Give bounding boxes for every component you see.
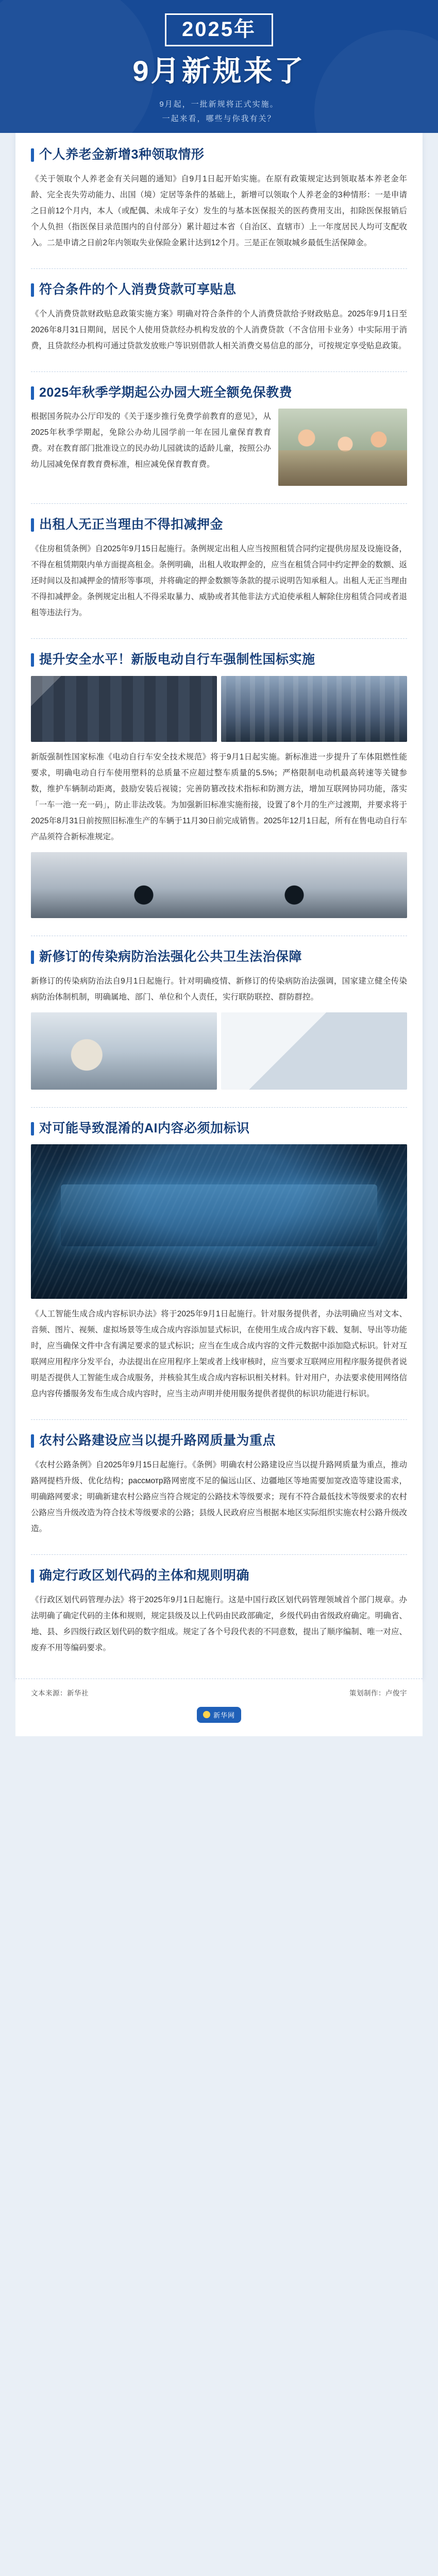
heading-accent-bar: [31, 1434, 34, 1448]
section-paragraph: 《人工智能生成合成内容标识办法》将于2025年9月1日起施行。针对服务提供者，办法明确应当对文本、音频、图片、视频、虚拟场景等生成合成内容添加显式标识，在使用生成合成内容下载、复制、导出等功能时，应当确保文件中含有满足要求的显式标识；应当在生成合成内容的文件元数据中添加隐式标识。针对互联网应用程序分发平台，办法提出在应用程序上架或者上线审核时，应当要求互联网应用程序服务提供者说明是否提供人工智能生成合成服务，并核验其生成合成内容标识相关材料。针对用户，办法要求使用网络信息内容传播服务发布生成合成内容时，应当主动声明并使用服务提供者提供的标识功能进行标识。: [31, 1310, 407, 1399]
section-heading: [31, 281, 407, 299]
public-health-photo: [31, 1012, 217, 1090]
section-divider: [31, 268, 407, 269]
heading-accent-bar: [31, 951, 34, 964]
health-law-document-photo: [221, 1012, 407, 1090]
ebike-photo-row: [31, 676, 407, 742]
page-subtitle: [0, 98, 438, 124]
section-title: 新修订的传染病防治法强化公共卫生法治保障: [39, 949, 302, 964]
section-ebike-standard: [31, 651, 407, 918]
heading-accent-bar: [31, 386, 34, 400]
article-body: [15, 133, 423, 1679]
section-consumer-loan-subsidy: [31, 281, 407, 354]
section-title: 农村公路建设应当以提升路网质量为重点: [39, 1433, 276, 1448]
section-heading: [31, 384, 407, 402]
section-title: 对可能导致混淆的AI内容必须加标识: [39, 1121, 250, 1136]
ebike-photo-row-2: [31, 852, 407, 918]
section-paragraph: 新修订的传染病防治法自9月1日起施行。针对明确疫情、新修订的传染病防治法强调，国家建立健全传染病防治体制机制，明确属地、部门、单位和个人责任，实行联防联控、群防群控。: [31, 976, 407, 1002]
ai-technology-photo: [31, 1144, 407, 1299]
section-heading: [31, 651, 407, 669]
section-divider: [31, 1107, 407, 1108]
ebike-showroom-photo: [31, 676, 217, 742]
page-footer: [15, 1679, 423, 1736]
section-paragraph: 新版强制性国家标准《电动自行车安全技术规范》将于9月1日起实施。新标准进一步提升了车体阻燃性能要求，明确电动自行车使用塑料的总质量不应超过整车质量的5.5%；严格限制电动机最高转速等关键参数，维护车辆制动距离，鼓励安装后视镜；完善防篡改技术指标和防测方法，增加互联网协同功能，落实「一车一池一充一码」，防止非法改装。为加强新旧标准实施衔接，设置了8个月的生产过渡期，并要求将于2025年8月31日前按照旧标准生产的车辆于11月30日前完成销售。2025年12月1日起，所有在售电动自行车产品须符合新标准规定。: [31, 752, 407, 841]
credits-row: [31, 1687, 407, 1698]
producer-label: 策划制作：: [349, 1689, 385, 1697]
page-header: [0, 0, 438, 133]
heading-accent-bar: [31, 148, 34, 162]
subtitle-line-2: 一起来看，哪些与你我有关？: [162, 114, 276, 124]
section-title: 确定行政区划代码的主体和规则明确: [39, 1568, 250, 1583]
year-text: 2025年: [182, 18, 256, 41]
source-credit: [31, 1687, 89, 1698]
ai-photo-row: [31, 1144, 407, 1299]
section-heading: [31, 146, 407, 164]
ebike-parts-photo: [31, 852, 407, 918]
section-divider: [31, 1419, 407, 1420]
section-title: 个人养老金新增3种领取情形: [39, 147, 205, 162]
heading-accent-bar: [31, 1122, 34, 1136]
source-label: 文本来源：: [31, 1689, 67, 1697]
logo-text: 新华网: [213, 1711, 235, 1719]
section-divider: [31, 503, 407, 504]
section-paragraph: 《住房租赁条例》自2025年9月15日起施行。条例规定出租人应当按照租赁合同约定提供房屋及设施设备，不得在租赁期限内单方面提高租金。条例明确，出租人收取押金的，应当在租赁合同中约定押金的数额、返还时间以及扣减押金的情形等事项，并将确定的押金数额等条款的提示说明告知承租人。出租人无正当理由不得扣减押金。条例规定出租人不得采取暴力、威胁或者其他非法方式迫使承租人解除住房租赁合同或者退租等违法行为。: [31, 545, 407, 618]
section-infectious-disease-law: [31, 948, 407, 1090]
heading-accent-bar: [31, 518, 34, 532]
section-paragraph: 《农村公路条例》自2025年9月15日起施行。《条例》明确农村公路建设应当以提升路网质量为重点，推动路网提档升级、优化结构；рассмотр路网密度不足的偏远山区、边疆地区等地需要加宽改造等建设需求，明确路网要求；明确新建农村公路应当符合规定的公路技术等级要求；现有不符合最低技术等级要求的农村公路应当升级改造为符合技术等级要求的公路；县级人民政府应当根据本地区实际组织实施农村公路升级改造。: [31, 1461, 407, 1534]
section-heading: [31, 1432, 407, 1450]
section-title: 符合条件的个人消费贷款可享贴息: [39, 282, 237, 297]
section-rural-road: [31, 1432, 407, 1537]
section-title: 2025年秋季学期起公办园大班全额免保教费: [39, 385, 293, 400]
section-free-preschool: [31, 384, 407, 486]
heading-accent-bar: [31, 283, 34, 297]
section-paragraph: 《个人消费贷款财政贴息政策实施方案》明确对符合条件的个人消费贷款给予财政贴息。2025年9月1日至2026年8月31日期间，居民个人使用贷款经办机构发放的个人消费贷款（不含信用卡业务）中实际用于消费，且贷款经办机构可通过贷款发放账户等识别借款人相关消费交易信息的部分，可按规定享受贴息政策。: [31, 309, 407, 350]
section-title: 提升安全水平！新版电动自行车强制性国标实施: [39, 652, 315, 667]
heading-accent-bar: [31, 653, 34, 667]
section-pension: [31, 146, 407, 251]
section-rental-deposit: [31, 516, 407, 621]
section-divider: [31, 371, 407, 372]
heading-accent-bar: [31, 1569, 34, 1583]
source-value: 新华社: [67, 1689, 89, 1697]
section-heading: [31, 948, 407, 966]
section-paragraph: 《关于领取个人养老金有关问题的通知》自9月1日起开始实施。在原有政策规定达到领取基本养老金年龄、完全丧失劳动能力、出国（境）定居等条件的基础上，新增可以领取个人养老金的3种情形：一是申请之日前12个月内，本人（或配偶、未成年子女）发生的与基本医保报关的医药费用支出，扣除医保报销后个人负担（指医保目录范围内的自付部分）累计超过本省（自治区、直辖市）上一年度居民人均可支配收入。二是申请之日前2年内领取失业保险金累计达到12个月。三是正在领取城乡最低生活保障金。: [31, 174, 407, 247]
section-divider: [31, 1554, 407, 1555]
kindergarten-photo: [278, 409, 407, 486]
logo-dot-icon: [203, 1711, 210, 1718]
section-title: 出租人无正当理由不得扣减押金: [39, 517, 224, 532]
page-title: 9月新规来了: [132, 55, 306, 87]
logo-wrap: [31, 1707, 407, 1723]
subtitle-line-1: 9月起，一批新规将正式实施。: [159, 100, 279, 109]
health-photo-row: [31, 1012, 407, 1090]
section-admin-division-code: [31, 1567, 407, 1656]
section-heading: [31, 1120, 407, 1138]
ebike-display-photo: [221, 676, 407, 742]
section-ai-content-labeling: [31, 1120, 407, 1402]
year-badge: [165, 13, 273, 46]
section-divider: [31, 638, 407, 639]
producer-value: 卢俊宇: [385, 1689, 407, 1697]
producer-credit: [349, 1687, 407, 1698]
section-heading: [31, 1567, 407, 1585]
section-heading: [31, 516, 407, 534]
section-paragraph: 《行政区划代码管理办法》将于2025年9月1日起施行。这是中国行政区划代码管理领域首个部门规章。办法明确了确定代码的主体和规则，规定县级及以上代码由民政部确定，乡级代码由省级政府确定。明确省、地、县、乡四级行政区划代码的数字组成。规定了各个号段代表的不同意数，提出了顺序编制、唯一对应、废弃不用等编码要求。: [31, 1595, 407, 1652]
section-paragraph: 根据国务院办公厅印发的《关于逐步推行免费学前教育的意见》，从2025年秋季学期起，免除公办幼儿园学前一年在园儿童保育教育费。对在教育部门批准设立的民办幼儿园就读的适龄儿童，按照公办幼儿园减免保育教育费标准，相应减免保育教育费。: [31, 412, 271, 469]
xinhua-logo: [197, 1707, 241, 1723]
